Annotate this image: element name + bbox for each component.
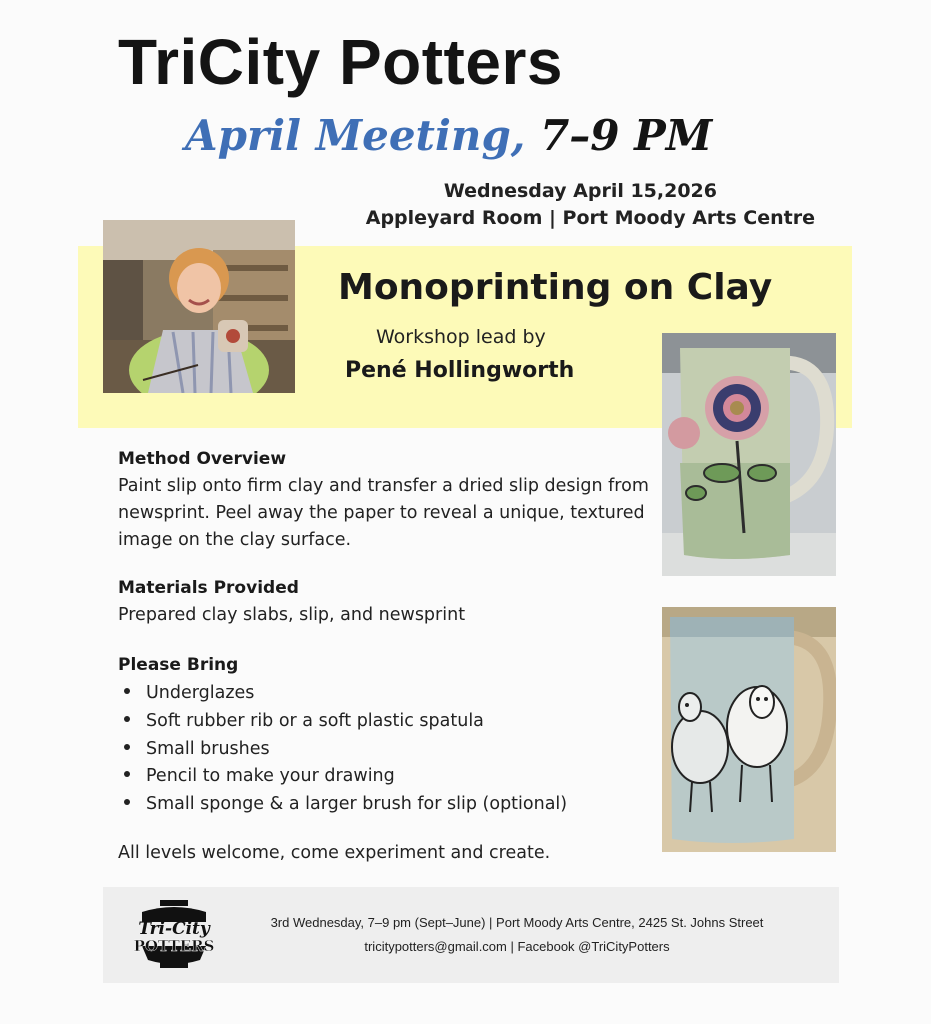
logo-text-top: Tri-City: [138, 919, 210, 939]
materials-text: Prepared clay slabs, slip, and newsprint: [118, 605, 466, 625]
workshop-lead-name: Pené Hollingworth: [345, 358, 575, 383]
bring-item: Small brushes: [124, 736, 567, 764]
workshop-lead-label: Workshop lead by: [376, 326, 546, 348]
workshop-title: Monoprinting on Clay: [338, 267, 773, 308]
bring-item: Small sponge & a larger brush for slip (optional): [124, 791, 567, 819]
page-title: TriCity Potters: [118, 26, 563, 98]
tricity-potters-logo: [120, 898, 228, 972]
logo-text-bottom: POTTERS: [133, 937, 215, 955]
bring-list: [124, 680, 567, 819]
meeting-subtitle: [185, 108, 712, 164]
method-heading: Method Overview: [118, 449, 287, 469]
materials-heading: Materials Provided: [118, 578, 299, 598]
meeting-name: April Meeting,: [185, 111, 526, 160]
event-date: Wednesday April 15,2026: [443, 180, 717, 202]
method-text: Paint slip onto firm clay and transfer a dried slip design from newsprint. Peel away the paper to reveal a unique, textured image on the clay surface.: [118, 476, 649, 550]
meeting-time: 7–9 PM: [540, 111, 713, 160]
event-venue: Appleyard Room | Port Moody Arts Centre: [365, 207, 815, 229]
footer-schedule: 3rd Wednesday, 7–9 pm (Sept–June) | Port Moody Arts Centre, 2425 St. Johns Street: [270, 915, 764, 930]
bring-item: Pencil to make your drawing: [124, 763, 567, 791]
bring-item: Soft rubber rib or a soft plastic spatula: [124, 708, 567, 736]
flower-jug-photo: [662, 333, 836, 576]
bring-heading: Please Bring: [118, 655, 239, 675]
closing-text: All levels welcome, come experiment and create.: [118, 843, 551, 863]
bring-item: Underglazes: [124, 680, 567, 708]
footer-contact: tricitypotters@gmail.com | Facebook @TriCityPotters: [364, 939, 670, 954]
sheep-mug-photo: [662, 607, 836, 852]
instructor-photo: [103, 220, 295, 393]
